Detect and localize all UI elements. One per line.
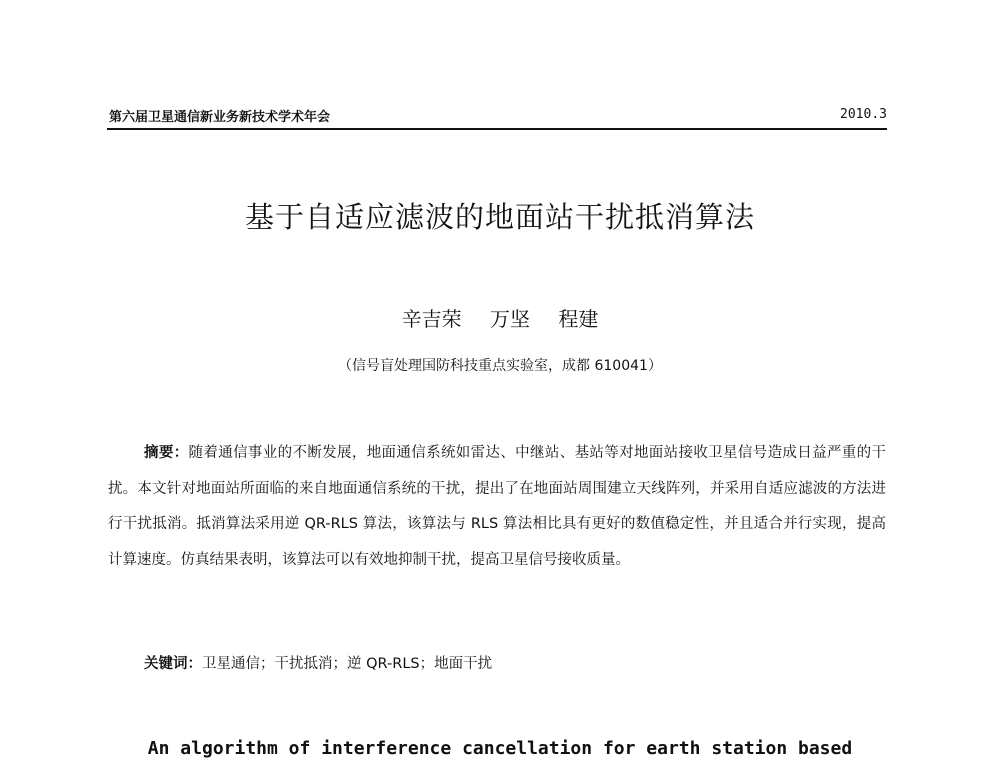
author-list: 辛吉荣 万坚 程建 [401, 307, 599, 331]
running-header [107, 104, 887, 130]
keywords-text: 卫星通信；干扰抵消；逆 QR-RLS；地面干扰 [202, 656, 493, 672]
keywords [144, 652, 492, 673]
paper-title: 基于自适应滤波的地面站干扰抵消算法 [244, 200, 755, 234]
conference-name: 第六届卫星通信新业务新技术学术年会 [109, 110, 331, 125]
affiliation: （信号盲处理国防科技重点实验室，成都 610041） [338, 358, 662, 374]
issue-date: 2010.3 [840, 107, 887, 122]
abstract [108, 436, 886, 578]
abstract-label: 摘要： [144, 445, 189, 461]
english-title: An algorithm of interference cancellation for earth station based [147, 738, 853, 759]
keywords-label: 关键词： [144, 656, 202, 672]
abstract-text: 随着通信事业的不断发展，地面通信系统如雷达、中继站、基站等对地面站接收卫星信号造成日益严重的干扰。本文针对地面站所面临的来自地面通信系统的干扰，提出了在地面站周围建立天线阵列，并采用自适应滤波的方法进行干扰抵消。抵消算法采用逆 QR-RLS 算法，该算法与 RLS 算法相比具有更好的数值稳定性，并且适合并行实现，提高计算速度。仿真结果表明，该算法可以有效地抑制干扰，提高卫星信号接收质量。 [108, 445, 887, 568]
